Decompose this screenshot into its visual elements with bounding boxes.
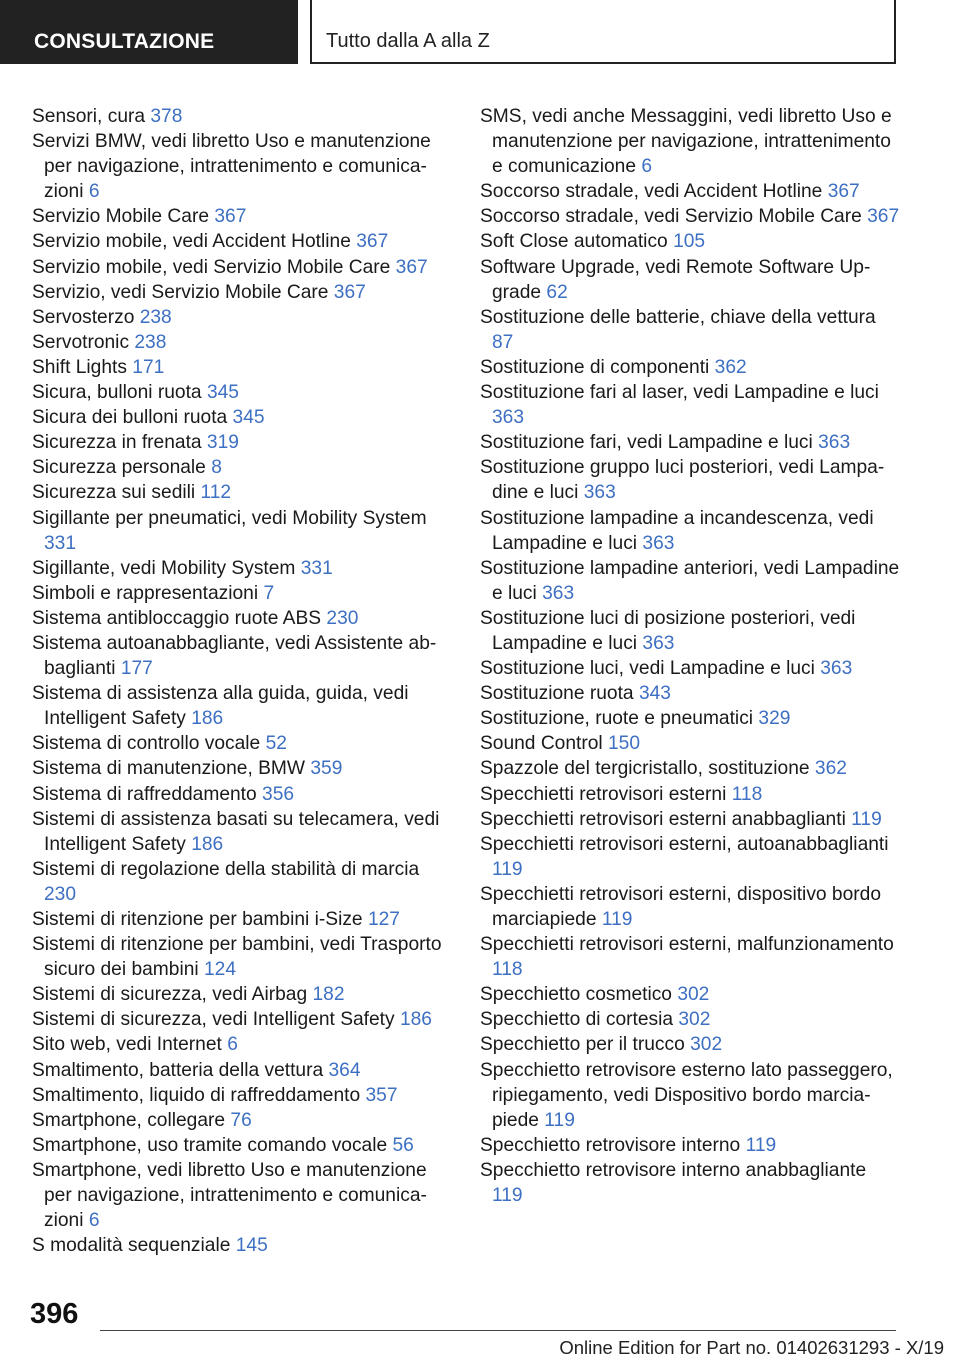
index-entry-term: Sostituzione lampadine anteriori, vedi Lampadine e luci	[480, 557, 900, 604]
index-entry-page-link[interactable]: 363	[492, 407, 525, 429]
index-entry-term: SMS, vedi anche Messaggini, vedi libretto Uso e manutenzione per navigazione, intrattenimento e comunicazione	[480, 106, 892, 178]
index-entry-page-link[interactable]: 182	[312, 984, 345, 1006]
index-entry-term: Sostituzione ruota	[480, 683, 634, 705]
index-entry-term: Sicura dei bulloni ruota	[32, 407, 228, 429]
index-entry-page-link[interactable]: 119	[601, 909, 633, 930]
index-entry-term: Sistema autoanabbagliante, vedi Assistente abbaglianti	[32, 632, 437, 680]
index-entry-term: Smaltimento, liquido di raffreddamento	[32, 1084, 361, 1106]
index-entry-term: Specchietto cosmetico	[480, 984, 672, 1006]
index-entry-page-link[interactable]: 363	[642, 632, 675, 654]
index-entry-term: Soccorso stradale, vedi Servizio Mobile Care	[480, 206, 862, 228]
index-entry-page-link[interactable]: 6	[227, 1034, 238, 1056]
index-entry-page-link[interactable]: 367	[214, 206, 247, 228]
index-entry-term: Sistemi di sicurezza, vedi Airbag	[32, 984, 308, 1006]
index-entry	[32, 405, 450, 430]
index-entry-term: Shift Lights	[32, 356, 127, 378]
index-entry	[480, 1058, 900, 1133]
index-entry-page-link[interactable]: 118	[492, 959, 523, 981]
index-entry-page-link[interactable]: 345	[232, 407, 265, 429]
index-entry-term: Sensori, cura	[32, 106, 146, 127]
index-entry-page-link[interactable]: 359	[310, 758, 343, 780]
index-entry	[480, 255, 900, 305]
index-entry-page-link[interactable]: 6	[88, 1210, 100, 1232]
index-entry-term: Specchietti retrovisori esterni anabbaglianti	[480, 808, 846, 830]
index-entry-term: Servizio, vedi Servizio Mobile Care	[32, 281, 329, 303]
index-entry-term: Sigillante, vedi Mobility System	[32, 557, 296, 579]
index-entry-page-link[interactable]: 52	[265, 733, 287, 755]
index-entry	[480, 731, 900, 756]
index-entry-term: Simboli e rappresentazioni	[32, 582, 259, 604]
index-entry-term: Sostituzione fari al laser, vedi Lampadine e luci	[480, 382, 879, 404]
index-entry	[480, 1032, 900, 1057]
index-entry	[480, 355, 900, 380]
index-entry	[32, 556, 450, 581]
index-entry	[480, 204, 900, 229]
index-entry-term: Specchietto retrovisore interno	[480, 1134, 741, 1156]
index-entry-page-link[interactable]: 62	[546, 281, 568, 303]
page-number: 396	[30, 1298, 79, 1330]
index-entry-page-link[interactable]: 119	[851, 808, 882, 830]
index-entry-term: Sound Control	[480, 733, 603, 755]
index-entry-page-link[interactable]: 230	[326, 607, 359, 629]
index-entry	[32, 129, 450, 204]
index-entry	[32, 681, 450, 731]
index-entry-page-link[interactable]: 367	[867, 206, 900, 228]
index-entry	[32, 305, 450, 330]
index-entry-page-link[interactable]: 145	[235, 1235, 268, 1257]
index-entry	[480, 455, 900, 505]
index-entry-page-link[interactable]: 119	[492, 1185, 523, 1207]
index-entry	[32, 857, 450, 907]
index-entry	[32, 982, 450, 1007]
index-entry-page-link[interactable]: 319	[206, 432, 239, 454]
index-entry-page-link[interactable]: 6	[641, 156, 653, 178]
section-title: CONSULTAZIONE	[34, 30, 215, 53]
index-entry-page-link[interactable]: 329	[758, 708, 791, 730]
index-entry-term: Sostituzione, ruote e pneumatici	[480, 708, 754, 730]
index-entry-term: Sostituzione lampadine a incandescenza, vedi Lampadine e luci	[480, 507, 874, 554]
section-tab	[0, 0, 298, 64]
index-entry	[32, 1108, 450, 1133]
index-entry	[480, 506, 900, 556]
index-entry	[480, 882, 900, 932]
index-entry	[480, 1007, 900, 1032]
index-entry-page-link[interactable]: 6	[88, 181, 100, 203]
index-entry	[480, 756, 900, 781]
index-entry	[32, 1007, 450, 1032]
index-entry	[32, 280, 450, 305]
footer-edition: Online Edition for Part no. 01402631293 - X/19	[559, 1337, 944, 1358]
index-entry	[32, 731, 450, 756]
index-entry-term: Servizi BMW, vedi libretto Uso e manutenzione per navigazione, intrattenimento e comunicazioni	[32, 131, 431, 203]
index-entry-page-link[interactable]: 363	[583, 482, 616, 504]
index-entry-page-link[interactable]: 345	[206, 382, 239, 404]
index-entry	[32, 104, 450, 129]
index-entry-term: Sistema di assistenza alla guida, guida, vedi Intelligent Safety	[32, 683, 409, 730]
index-entry-term: S modalità sequenziale	[32, 1235, 231, 1257]
index-entry-page-link[interactable]: 105	[673, 231, 706, 253]
index-entry	[32, 1058, 450, 1083]
index-entry	[480, 656, 900, 681]
index-entry-page-link[interactable]: 56	[392, 1134, 414, 1156]
index-entry-page-link[interactable]: 331	[300, 557, 333, 579]
index-entry-page-link[interactable]: 357	[365, 1084, 398, 1106]
index-entry-term: Servizio Mobile Care	[32, 206, 210, 228]
index-entry-term: Specchietto retrovisore interno anabbagliante	[480, 1159, 867, 1181]
index-entry-page-link[interactable]: 124	[204, 959, 237, 981]
index-entry-term: Specchietti retrovisori esterni	[480, 783, 727, 805]
index-entry-page-link[interactable]: 119	[544, 1109, 575, 1131]
index-entry	[480, 305, 900, 355]
index-entry-page-link[interactable]: 112	[200, 482, 232, 504]
index-entry-page-link[interactable]: 177	[120, 658, 153, 680]
index-entry	[480, 782, 900, 807]
index-entry-page-link[interactable]: 367	[356, 231, 389, 253]
index-entry	[32, 204, 450, 229]
index-entry	[480, 179, 900, 204]
index-entry-page-link[interactable]: 186	[191, 708, 224, 730]
index-entry-page-link[interactable]: 363	[642, 532, 675, 554]
index-entry-page-link[interactable]: 378	[150, 106, 183, 127]
footer-divider	[100, 1330, 896, 1331]
index-entry-page-link[interactable]: 367	[395, 256, 428, 278]
index-entry	[480, 430, 900, 455]
index-entry	[32, 932, 450, 982]
index-entry	[480, 1133, 900, 1158]
index-entry	[480, 681, 900, 706]
chapter-tab	[310, 0, 896, 64]
index-entry-page-link[interactable]: 238	[139, 306, 172, 328]
index-entry-page-link[interactable]: 363	[542, 582, 575, 604]
index-entry-term: Servosterzo	[32, 306, 135, 328]
index-entry-term: Servotronic	[32, 331, 130, 353]
index-entry-term: Sicurezza sui sedili	[32, 482, 196, 504]
index-entry	[32, 1083, 450, 1108]
index-entry	[480, 606, 900, 656]
index-entry	[32, 782, 450, 807]
index-entry-term: Specchietti retrovisori esterni, dispositivo bordo marciapiede	[480, 883, 881, 930]
index-entry	[480, 380, 900, 430]
index-entry-page-link[interactable]: 127	[367, 909, 400, 930]
index-entry-term: Sostituzione luci, vedi Lampadine e luci	[480, 658, 815, 680]
index-entry-page-link[interactable]: 302	[678, 1009, 711, 1031]
index-entry-page-link[interactable]: 150	[608, 733, 641, 755]
index-entry-term: Sicurezza in frenata	[32, 432, 202, 454]
index-entry-term: Spazzole del tergicristallo, sostituzione	[480, 758, 810, 780]
index-entry	[32, 455, 450, 480]
index-entry-term: Specchietto per il trucco	[480, 1034, 685, 1056]
index-entry	[32, 255, 450, 280]
index-entry-term: Smartphone, uso tramite comando vocale	[32, 1134, 388, 1156]
index-entry	[32, 330, 450, 355]
index-entry	[32, 907, 450, 932]
index-entry-page-link[interactable]: 363	[818, 432, 851, 454]
index-entry	[32, 1032, 450, 1057]
index-entry-term: Sicurezza personale	[32, 457, 206, 479]
index-entry	[32, 229, 450, 254]
index-entry	[32, 606, 450, 631]
index-entry-term: Sistemi di ritenzione per bambini i-Size	[32, 909, 363, 930]
index-entry-page-link[interactable]: 171	[132, 356, 165, 378]
index-entry	[480, 229, 900, 254]
index-entry-page-link[interactable]: 230	[44, 883, 77, 905]
index-entry	[32, 1133, 450, 1158]
index-entry-term: Soccorso stradale, vedi Accident Hotline	[480, 181, 823, 203]
index-entry	[32, 380, 450, 405]
index-entry-term: Sistema di manutenzione, BMW	[32, 758, 306, 780]
index-entry-page-link[interactable]: 119	[745, 1134, 777, 1156]
index-entry	[32, 355, 450, 380]
index-entry	[32, 807, 450, 857]
index-entry-term: Software Upgrade, vedi Remote Software Upgrade	[480, 256, 871, 303]
index-entry-term: Sistemi di regolazione della stabilità di marcia	[32, 858, 420, 880]
index-entry	[32, 430, 450, 455]
index-column-right	[480, 104, 900, 1208]
index-entry-page-link[interactable]: 119	[492, 858, 523, 880]
index-entry-page-link[interactable]: 186	[399, 1009, 432, 1031]
index-entry	[480, 1158, 900, 1208]
index-entry-page-link[interactable]: 364	[328, 1059, 361, 1081]
index-entry-page-link[interactable]: 343	[638, 683, 671, 705]
index-entry	[32, 756, 450, 781]
index-entry-page-link[interactable]: 363	[820, 658, 853, 680]
index-entry-page-link[interactable]: 331	[44, 532, 77, 554]
index-entry	[480, 807, 900, 832]
index-entry-term: Servizio mobile, vedi Accident Hotline	[32, 231, 351, 253]
index-entry-term: Sostituzione gruppo luci posteriori, vedi Lampadine e luci	[480, 457, 885, 504]
index-entry-term: Specchietti retrovisori esterni, autoanabbaglianti	[480, 833, 889, 855]
index-entry-term: Smaltimento, batteria della vettura	[32, 1059, 324, 1081]
index-entry-term: Sistema di raffreddamento	[32, 783, 257, 805]
index-entry-term: Sostituzione luci di posizione posteriori, vedi Lampadine e luci	[480, 607, 856, 654]
index-entry	[32, 631, 450, 681]
index-entry-page-link[interactable]: 302	[677, 984, 710, 1006]
index-entry-term: Specchietto di cortesia	[480, 1009, 674, 1031]
index-entry-term: Specchietto retrovisore esterno lato passeggero, ripiegamento, vedi Dispositivo bordo marciapiede	[480, 1059, 893, 1131]
index-entry-page-link[interactable]: 238	[134, 331, 167, 353]
index-entry	[480, 104, 900, 179]
index-entry-term: Sostituzione fari, vedi Lampadine e luci	[480, 432, 813, 454]
index-entry	[32, 581, 450, 606]
index-entry	[480, 706, 900, 731]
index-entry-term: Sistema antibloccaggio ruote ABS	[32, 607, 322, 629]
index-entry-term: Sigillante per pneumatici, vedi Mobility System	[32, 507, 427, 529]
index-entry-term: Specchietti retrovisori esterni, malfunzionamento	[480, 934, 894, 956]
index-entry-page-link[interactable]: 87	[492, 331, 514, 353]
chapter-title: Tutto dalla A alla Z	[326, 30, 490, 52]
index-entry-term: Sistemi di sicurezza, vedi Intelligent Safety	[32, 1009, 395, 1031]
index-entry	[32, 1233, 450, 1258]
index-entry-page-link[interactable]: 118	[731, 783, 763, 805]
index-entry-term: Sito web, vedi Internet	[32, 1034, 222, 1056]
index-entry-page-link[interactable]: 356	[262, 783, 295, 805]
index-entry-term: Soft Close automatico	[480, 231, 668, 253]
index-entry	[480, 982, 900, 1007]
index-entry-term: Sistemi di assistenza basati su telecamera, vedi Intelligent Safety	[32, 808, 440, 855]
index-entry-page-link[interactable]: 8	[211, 457, 222, 479]
index-entry-page-link[interactable]: 362	[714, 356, 747, 378]
index-entry-page-link[interactable]: 362	[814, 758, 847, 780]
index-entry-term: Servizio mobile, vedi Servizio Mobile Care	[32, 256, 391, 278]
index-entry	[32, 1158, 450, 1233]
index-entry	[480, 832, 900, 882]
index-entry	[32, 506, 450, 556]
index-entry-page-link[interactable]: 302	[690, 1034, 723, 1056]
index-entry-page-link[interactable]: 367	[333, 281, 366, 303]
index-entry-term: Sistema di controllo vocale	[32, 733, 261, 755]
index-entry	[480, 932, 900, 982]
index-entry	[32, 480, 450, 505]
index-entry	[480, 556, 900, 606]
index-entry-term: Sostituzione delle batterie, chiave della vettura	[480, 306, 876, 328]
index-entry-term: Smartphone, vedi libretto Uso e manutenzione per navigazione, intrattenimento e comunicazioni	[32, 1159, 427, 1232]
index-entry-term: Sistemi di ritenzione per bambini, vedi Trasporto sicuro dei bambini	[32, 934, 442, 981]
index-entry-page-link[interactable]: 7	[263, 582, 275, 604]
index-column-left	[32, 104, 450, 1258]
index-entry-page-link[interactable]: 76	[230, 1109, 252, 1131]
index-entry-page-link[interactable]: 186	[191, 833, 224, 855]
index-entry-term: Smartphone, collegare	[32, 1109, 226, 1131]
index-entry-page-link[interactable]: 367	[827, 181, 860, 203]
index-entry-term: Sostituzione di componenti	[480, 356, 710, 378]
index-entry-term: Sicura, bulloni ruota	[32, 382, 202, 404]
